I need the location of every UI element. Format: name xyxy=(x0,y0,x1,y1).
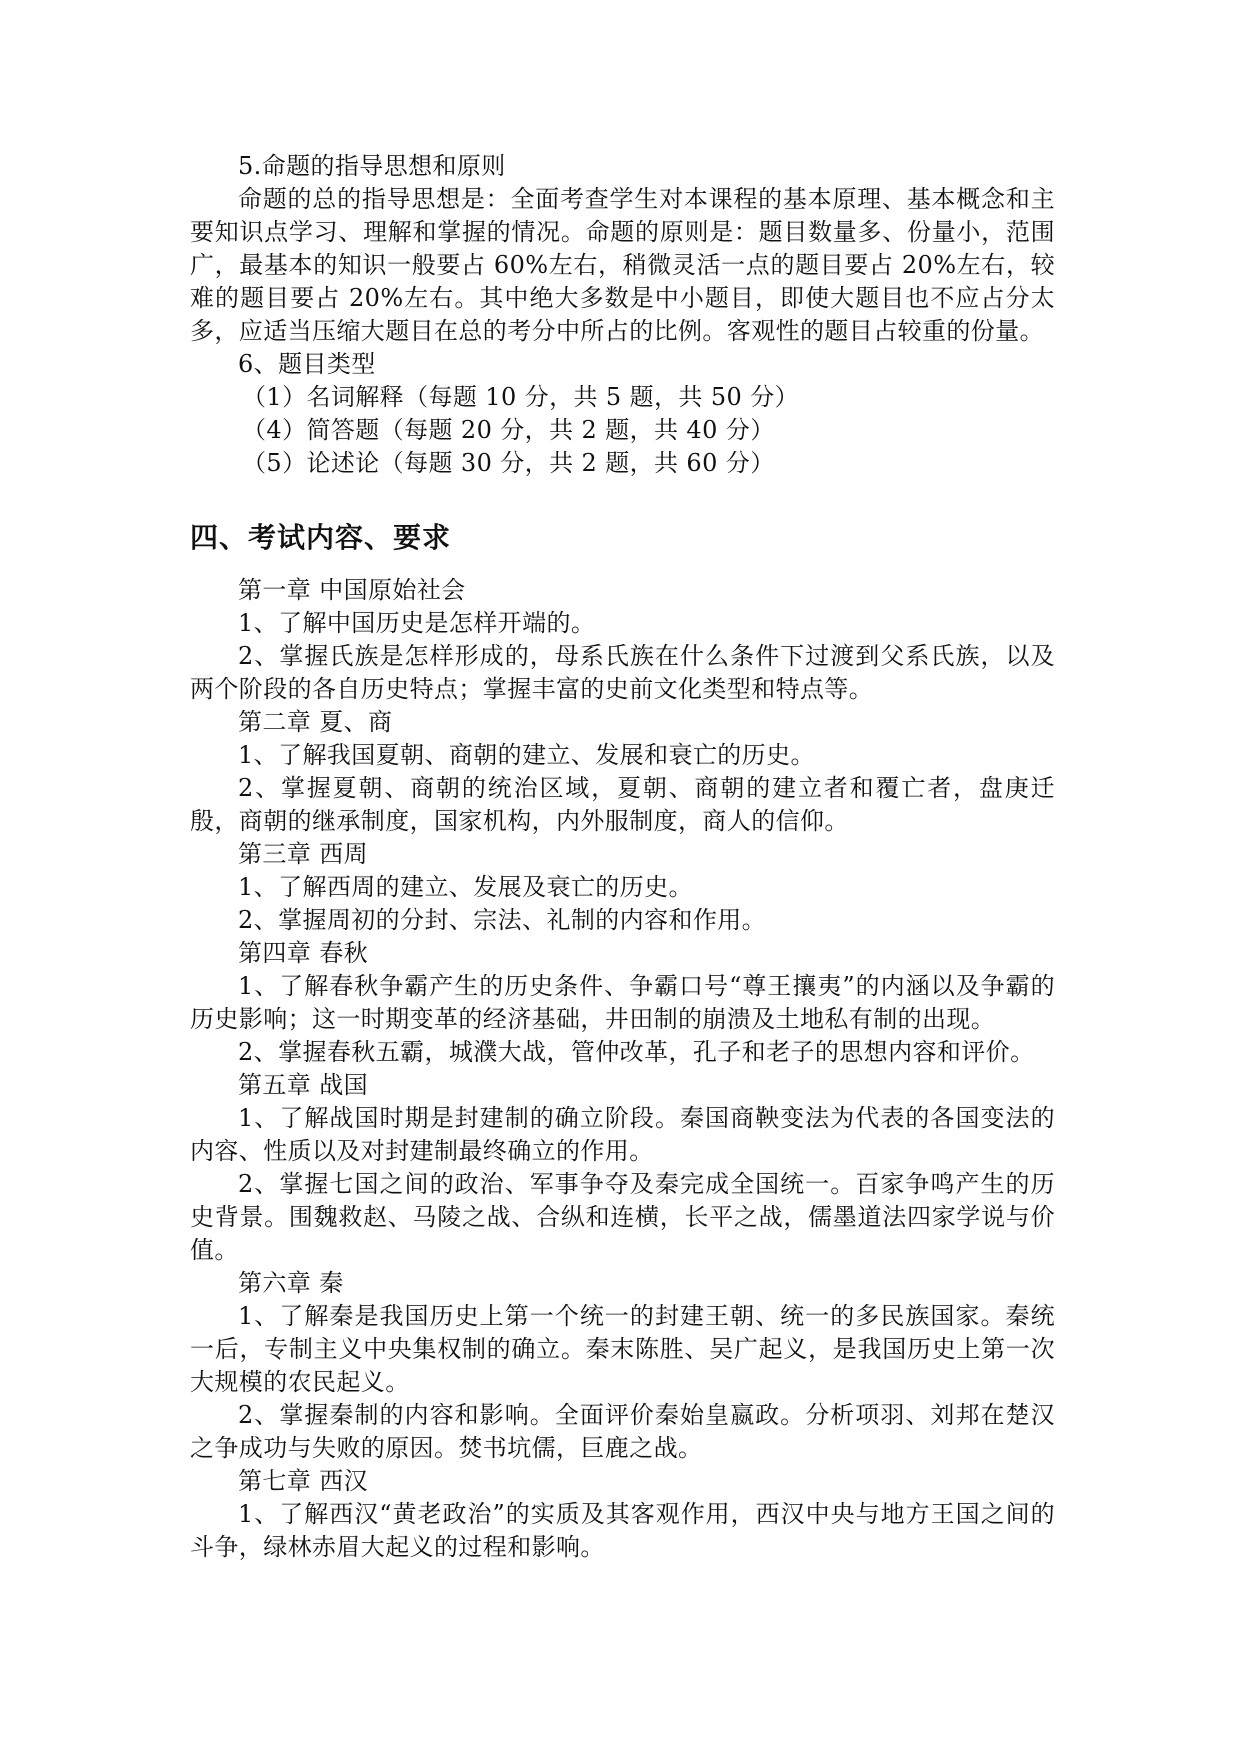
chapter-item: 1、了解西周的建立、发展及衰亡的历史。 xyxy=(238,873,693,901)
question-type-item: （1）名词解释（每题 10 分，共 5 题，共 50 分） xyxy=(242,383,799,411)
chapter-item: 2、掌握夏朝、商朝的统治区域，夏朝、商朝的建立者和覆亡者，盘庚迁殷，商朝的继承制度，国家机构，内外服制度，商人的信仰。 xyxy=(190,774,1055,835)
chapter-item: 2、掌握氏族是怎样形成的，母系氏族在什么条件下过渡到父系氏族，以及两个阶段的各自历史特点；掌握丰富的史前文化类型和特点等。 xyxy=(190,642,1055,703)
subheading-6: 6、题目类型 xyxy=(238,350,376,378)
chapter-item: 1、了解西汉“黄老政治”的实质及其客观作用，西汉中央与地方王国之间的斗争，绿林赤眉大起义的过程和影响。 xyxy=(190,1500,1055,1561)
paragraph-5: 命题的总的指导思想是：全面考查学生对本课程的基本原理、基本概念和主要知识点学习、理解和掌握的情况。命题的原则是：题目数量多、份量小，范围广，最基本的知识一般要占 60%左右，稍微灵活一点的题目要占 20%左右，较难的题目要占 20%左右。其中绝大多数是中小题目，即使大题目也不应占分太多，应适当压缩大题目在总的考分中所占的比例。客观性的题目占较重的份量。 xyxy=(190,185,1055,345)
chapter-title: 第七章 西汉 xyxy=(238,1467,369,1495)
chapter-item: 1、了解战国时期是封建制的确立阶段。秦国商鞅变法为代表的各国变法的内容、性质以及对封建制最终确立的作用。 xyxy=(190,1104,1055,1165)
chapter-title: 第六章 秦 xyxy=(238,1269,344,1297)
chapter-item: 1、了解秦是我国历史上第一个统一的封建王朝、统一的多民族国家。秦统一后，专制主义中央集权制的确立。秦末陈胜、吴广起义，是我国历史上第一次大规模的农民起义。 xyxy=(190,1302,1055,1396)
chapter-title: 第二章 夏、商 xyxy=(238,708,393,736)
chapter-item: 1、了解我国夏朝、商朝的建立、发展和衰亡的历史。 xyxy=(238,741,815,769)
chapter-item: 2、掌握周初的分封、宗法、礼制的内容和作用。 xyxy=(238,906,767,934)
question-type-item: （4）简答题（每题 20 分，共 2 题，共 40 分） xyxy=(242,416,775,444)
chapter-item: 2、掌握春秋五霸，城濮大战，管仲改革，孔子和老子的思想内容和评价。 xyxy=(238,1038,1035,1066)
chapter-item: 1、了解中国历史是怎样开端的。 xyxy=(238,609,596,637)
chapter-title: 第五章 战国 xyxy=(238,1071,369,1099)
subheading-5: 5.命题的指导思想和原则 xyxy=(238,152,506,180)
chapter-title: 第一章 中国原始社会 xyxy=(238,576,466,604)
section-title: 四、考试内容、要求 xyxy=(190,521,452,554)
chapter-title: 第四章 春秋 xyxy=(238,939,369,967)
chapter-item: 1、了解春秋争霸产生的历史条件、争霸口号“尊王攘夷”的内涵以及争霸的历史影响；这一时期变革的经济基础，井田制的崩溃及土地私有制的出现。 xyxy=(190,972,1055,1033)
chapter-item: 2、掌握秦制的内容和影响。全面评价秦始皇嬴政。分析项羽、刘邦在楚汉之争成功与失败的原因。焚书坑儒，巨鹿之战。 xyxy=(190,1401,1055,1462)
document-page xyxy=(190,150,1055,1564)
chapter-item: 2、掌握七国之间的政治、军事争夺及秦完成全国统一。百家争鸣产生的历史背景。围魏救赵、马陵之战、合纵和连横，长平之战，儒墨道法四家学说与价值。 xyxy=(190,1170,1055,1264)
chapter-title: 第三章 西周 xyxy=(238,840,369,868)
question-type-item: （5）论述论（每题 30 分，共 2 题，共 60 分） xyxy=(242,449,775,477)
